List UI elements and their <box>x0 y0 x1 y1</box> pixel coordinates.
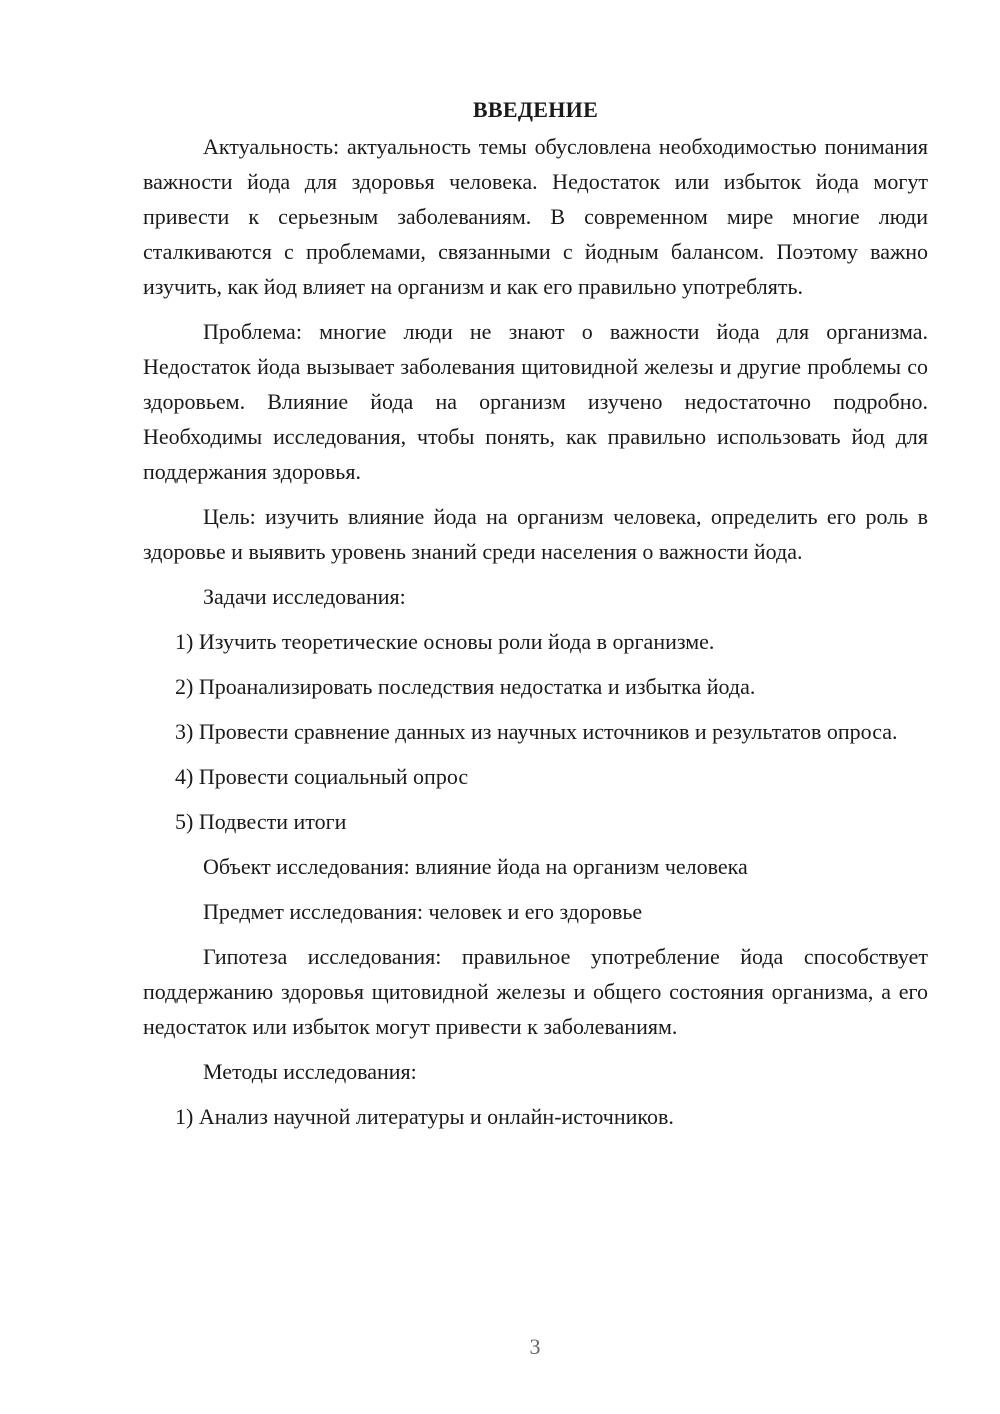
task-item-4: 4) Провести социальный опрос <box>175 764 469 789</box>
document-page <box>143 92 928 1144</box>
hypothesis-paragraph: Гипотеза исследования: правильное употребление йода способствует поддержанию здоровья щитовидной железы и общего состояния организма, а его недостаток или избыток могут привести к заболеваниям. <box>143 944 928 1039</box>
problem-paragraph: Проблема: многие люди не знают о важности йода для организма. Недостаток йода вызывает заболевания щитовидной железы и другие проблемы со здоровьем. Влияние йода на организм изучено недостаточно подробно. Необходимы исследования, чтобы понять, как правильно использовать йод для поддержания здоровья. <box>143 319 928 484</box>
research-subject: Предмет исследования: человек и его здоровье <box>203 899 643 924</box>
tasks-heading: Задачи исследования: <box>203 584 406 609</box>
task-item-1: 1) Изучить теоретические основы роли йода в организме. <box>175 629 715 654</box>
goal-paragraph: Цель: изучить влияние йода на организм человека, определить его роль в здоровье и выявить уровень знаний среди населения о важности йода. <box>143 504 928 564</box>
relevance-paragraph: Актуальность: актуальность темы обусловлена необходимостью понимания важности йода для здоровья человека. Недостаток или избыток йода могут привести к серьезным заболеваниям. В современном мире многие люди сталкиваются с проблемами, связанными с йодным балансом. Поэтому важно изучить, как йод влияет на организм и как его правильно употреблять. <box>143 134 928 299</box>
method-item-1: 1) Анализ научной литературы и онлайн-источников. <box>175 1104 674 1129</box>
research-object: Объект исследования: влияние йода на организм человека <box>203 854 748 879</box>
section-title: ВВЕДЕНИЕ <box>472 97 599 122</box>
page-number: 3 <box>529 1334 541 1359</box>
methods-heading: Методы исследования: <box>203 1059 417 1084</box>
task-item-5: 5) Подвести итоги <box>175 809 347 834</box>
task-item-3: 3) Провести сравнение данных из научных источников и результатов опроса. <box>175 719 898 744</box>
task-item-2: 2) Проанализировать последствия недостатка и избытка йода. <box>175 674 756 699</box>
